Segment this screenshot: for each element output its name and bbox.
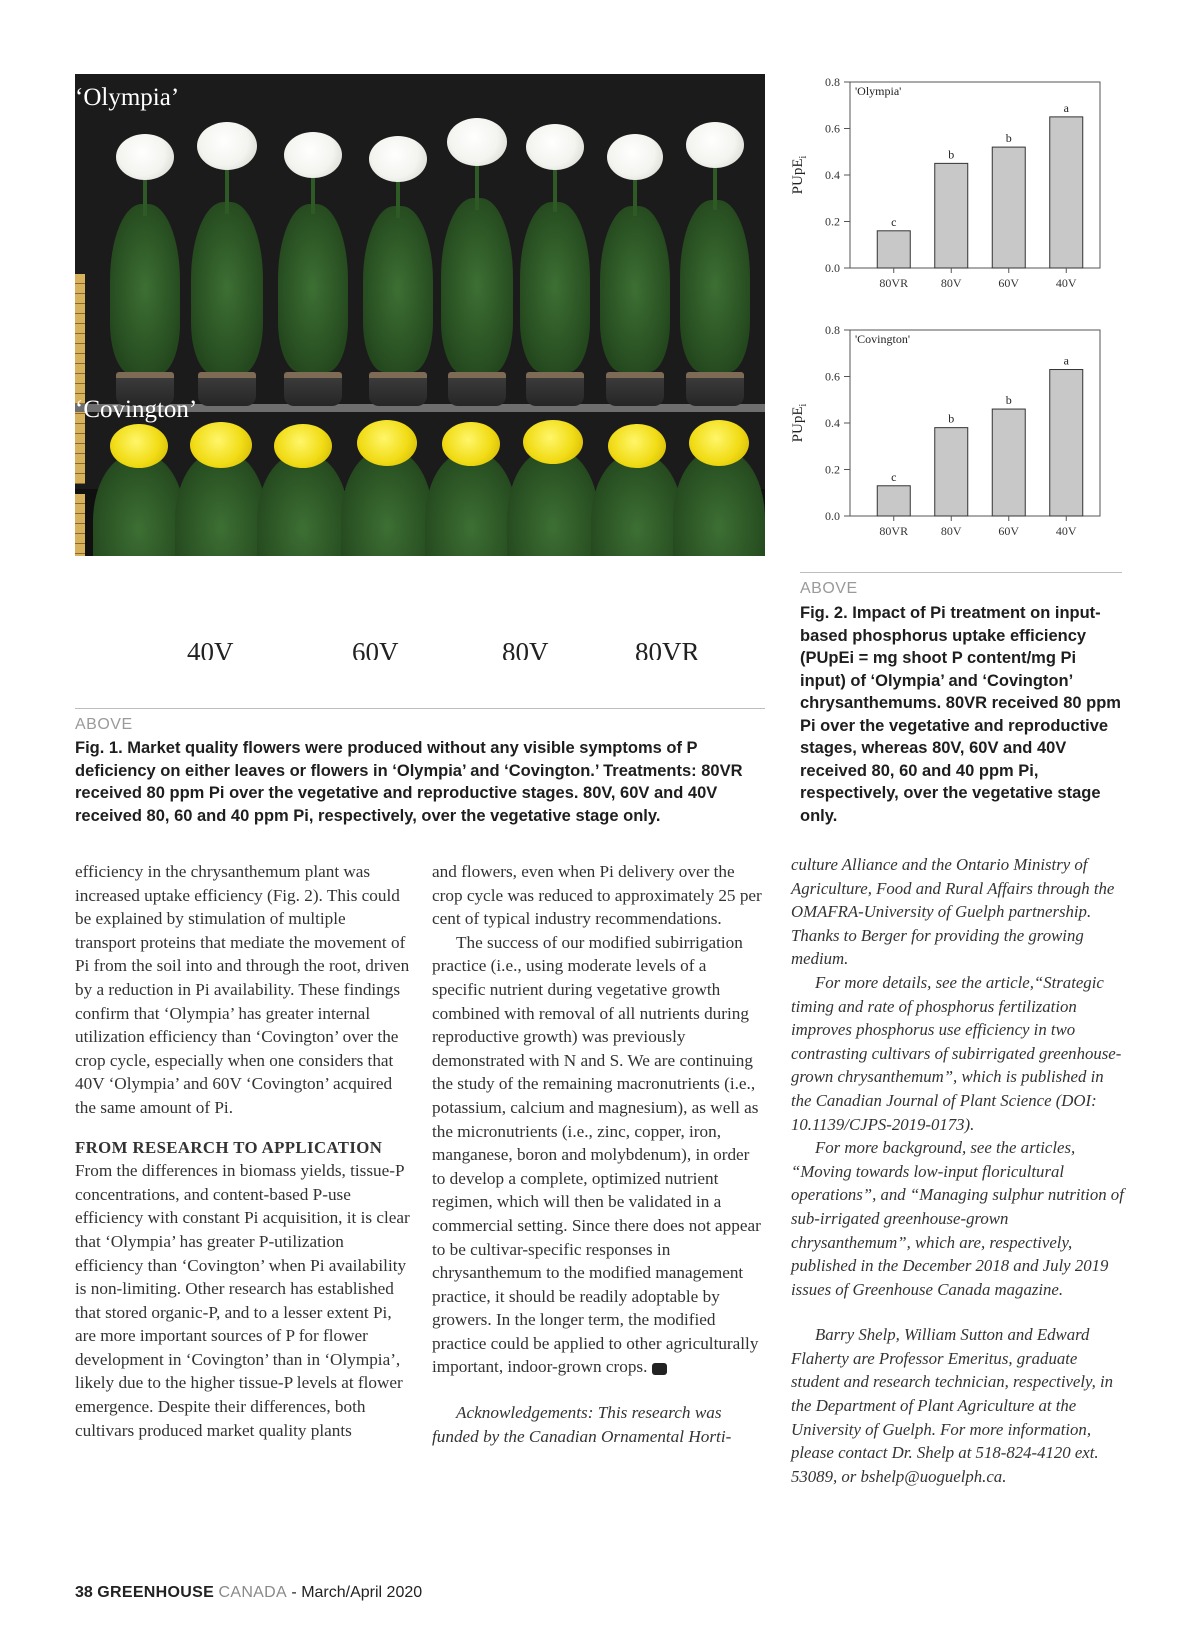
page-number: 38 <box>75 1584 93 1601</box>
treatment-label: 80VR <box>635 637 700 660</box>
treatment-labels <box>75 637 765 660</box>
acknowledgements: Acknowledgements: This research was funded by the Canadian Ornamental Horti- <box>432 1403 732 1446</box>
ruler-top <box>75 274 85 484</box>
page-footer <box>75 1584 422 1602</box>
bar-annotation: a <box>1063 353 1069 368</box>
y-tick-label: 0.4 <box>825 168 840 182</box>
chart-covington-svg <box>780 318 1120 558</box>
photo-label-olympia: ‘Olympia’ <box>75 84 180 111</box>
paragraph-text: The success of our modified subirrigation practice (i.e., using moderate levels of a specific nutrient during vegetative growth combined with removal of all nutrients during reproductive growth) was previously demonstrated with N and S. We are continuing the study of the remaining macronutrients (i.e., potassium, calcium and magnesium), as well as the micronutrients (i.e., zinc, copper, iron, manganese, boron and molybdenum), in order to develop a complete, optimized nutrient regimen, which will then be validated in a commercial setting. Since there does not appear to be cultivar-specific responses in chrysanthemum to the modified management practice, it should be readily adoptable by growers. In the longer term, the modified practice could be applied to other agriculturally important, indoor-grown crops. <box>432 932 761 1377</box>
x-tick-label: 60V <box>998 276 1020 290</box>
plant-olympia <box>358 136 438 404</box>
treatment-label: 80V <box>502 637 549 660</box>
bar-annotation: a <box>1063 100 1069 115</box>
chart-olympia-svg <box>780 70 1120 310</box>
y-tick-label: 0.2 <box>825 462 840 477</box>
section-heading: FROM RESEARCH TO APPLICATION <box>75 1137 383 1157</box>
x-tick-label: 80V <box>940 524 962 538</box>
bar-annotation: c <box>891 469 897 484</box>
y-axis-label: PUpE$_i$ <box>790 155 809 195</box>
figure2-caption-head: ABOVE <box>800 580 858 597</box>
y-tick-label: 0.6 <box>825 121 840 136</box>
chart-olympia <box>780 70 1120 310</box>
y-tick-label: 0.0 <box>825 509 840 523</box>
photo-label-covington: ‘Covington’ <box>75 396 198 423</box>
bar-annotation: c <box>891 214 897 229</box>
bar <box>992 147 1025 268</box>
bar-annotation: b <box>1005 393 1012 408</box>
y-tick-label: 0.8 <box>825 323 840 337</box>
paragraph: For more details, see the article,“Strategic timing and rate of phosphorus fertilization improves phosphorus use efficiency in two contrasting cultivars of subirrigated greenhouse-grown chrysanthemum”, which is published in the Canadian Journal of Plant Science (DOI: 10.1139/CJPS-2019-0173). <box>791 972 1122 1134</box>
body-column-2 <box>432 860 762 1448</box>
chart-covington <box>780 318 1120 558</box>
figure1-photo <box>75 74 765 660</box>
figure2-caption: Fig. 2. Impact of Pi treatment on input-based phosphorus uptake efficiency (PUpEi = mg shoot P content/mg Pi input) of ‘Olympia’ and ‘Covington’ chrysanthemums. 80VR received 80 ppm Pi over the vegetative and reproductive stages, whereas 80V, 60V and 40V received 80, 60 and 40 ppm Pi, respectively, over the vegetative stage only. <box>800 604 1121 825</box>
plant-olympia <box>273 132 353 404</box>
bar <box>992 409 1025 516</box>
paragraph: From the differences in biomass yields, tissue-P concentrations, and content-based P-use efficiency with constant Pi acquisition, it is clear that ‘Olympia’ has greater P-utilization efficiency than ‘Covington’ when Pi availability is non-limiting. Other research has established that stored organic-P, and to a lesser extent Pi, are more important sources of P for flower development in ‘Covington’ than in ‘Olympia’, likely due to the higher tissue-P levels at flower emergence. Despite their differences, both cultivars produced market quality plants <box>75 1161 410 1440</box>
bar <box>877 486 910 516</box>
figure1-caption: Fig. 1. Market quality flowers were produced without any visible symptoms of P deficiency on either leaves or flowers in ‘Olympia’ and ‘Covington.’ Treatments: 80VR received 80 ppm Pi over the vegetative and reproductive stages. 80V, 60V and 40V received 80, 60 and 40 ppm Pi, respectively, over the vegetative stage only. <box>75 739 743 825</box>
figure1-caption-head: ABOVE <box>75 716 133 733</box>
end-mark-icon: GC <box>652 1363 667 1375</box>
plant-olympia <box>105 134 185 404</box>
paragraph: For more background, see the articles, “Moving towards low-input floricultural operations”, and “Managing sulphur nutrition of sub-irrigated greenhouse-grown chrysanthemum”, which are, respectively, published in the December 2018 and July 2019 issues of Greenhouse Canada magazine. <box>791 1138 1124 1299</box>
y-tick-label: 0.4 <box>825 416 840 430</box>
bar <box>1050 117 1083 268</box>
y-axis-label-subscript: i <box>798 155 809 159</box>
chart-title: 'Olympia' <box>855 84 902 98</box>
chart-title: 'Covington' <box>855 332 910 346</box>
plant-olympia <box>437 118 517 404</box>
paragraph <box>432 931 762 1379</box>
bar-annotation: b <box>948 147 955 162</box>
x-tick-label: 80VR <box>879 276 909 290</box>
paragraph: and flowers, even when Pi delivery over the crop cycle was reduced to approximately 25 per cent of typical industry recommendations. <box>432 862 762 929</box>
bar <box>935 428 968 516</box>
x-tick-label: 80VR <box>879 524 909 538</box>
bar <box>1050 370 1083 516</box>
plant-olympia <box>675 122 755 404</box>
y-axis-label: PUpE$_i$ <box>790 403 809 443</box>
figure2-caption-rule <box>800 572 1122 573</box>
x-tick-label: 80V <box>940 276 962 290</box>
body-column-1 <box>75 860 410 1442</box>
y-tick-label: 0.0 <box>825 261 840 275</box>
issue-date: - March/April 2020 <box>286 1584 423 1601</box>
paragraph: efficiency in the chrysanthemum plant was increased uptake efficiency (Fig. 2). This could be explained by stimulation of multiple transport proteins that mediate the movement of Pi from the soil into and through the root, driven by a reduction in Pi availability. These findings confirm that ‘Olympia’ has greater internal utilization efficiency than ‘Covington’ over the crop cycle, especially when one considers that 40V ‘Olympia’ and 60V ‘Covington’ acquired the same amount of Pi. <box>75 862 410 1117</box>
x-tick-label: 40V <box>1055 524 1077 538</box>
magazine-name: GREENHOUSE <box>97 1584 215 1601</box>
y-tick-label: 0.2 <box>825 214 840 229</box>
y-axis-label-subscript: i <box>798 403 809 407</box>
magazine-name-suffix: CANADA <box>218 1584 287 1601</box>
plant-olympia <box>187 122 267 404</box>
author-bio: Barry Shelp, William Sutton and Edward Flaherty are Professor Emeritus, graduate student and research technician, respectively, in the Department of Plant Agriculture at the University of Guelph. For more information, please contact Dr. Shelp at 518-824-4120 ext. 53089, or bshelp@uoguelph.ca. <box>791 1325 1114 1486</box>
plant-olympia <box>595 134 675 404</box>
bar <box>935 163 968 268</box>
body-column-3 <box>791 853 1125 1488</box>
y-tick-label: 0.8 <box>825 75 840 89</box>
bar-annotation: b <box>1005 131 1012 146</box>
bar <box>877 231 910 268</box>
plant-olympia <box>515 124 595 404</box>
y-tick-label: 0.6 <box>825 369 840 384</box>
x-tick-label: 40V <box>1055 276 1077 290</box>
treatment-label: 60V <box>352 637 399 660</box>
bar-annotation: b <box>948 411 955 426</box>
x-tick-label: 60V <box>998 524 1020 538</box>
paragraph: culture Alliance and the Ontario Ministry of Agriculture, Food and Rural Affairs through the OMAFRA-University of Guelph partnership. Thanks to Berger for providing the growing medium. <box>791 855 1115 969</box>
treatment-label: 40V <box>187 637 234 660</box>
figure1-caption-rule <box>75 708 765 709</box>
